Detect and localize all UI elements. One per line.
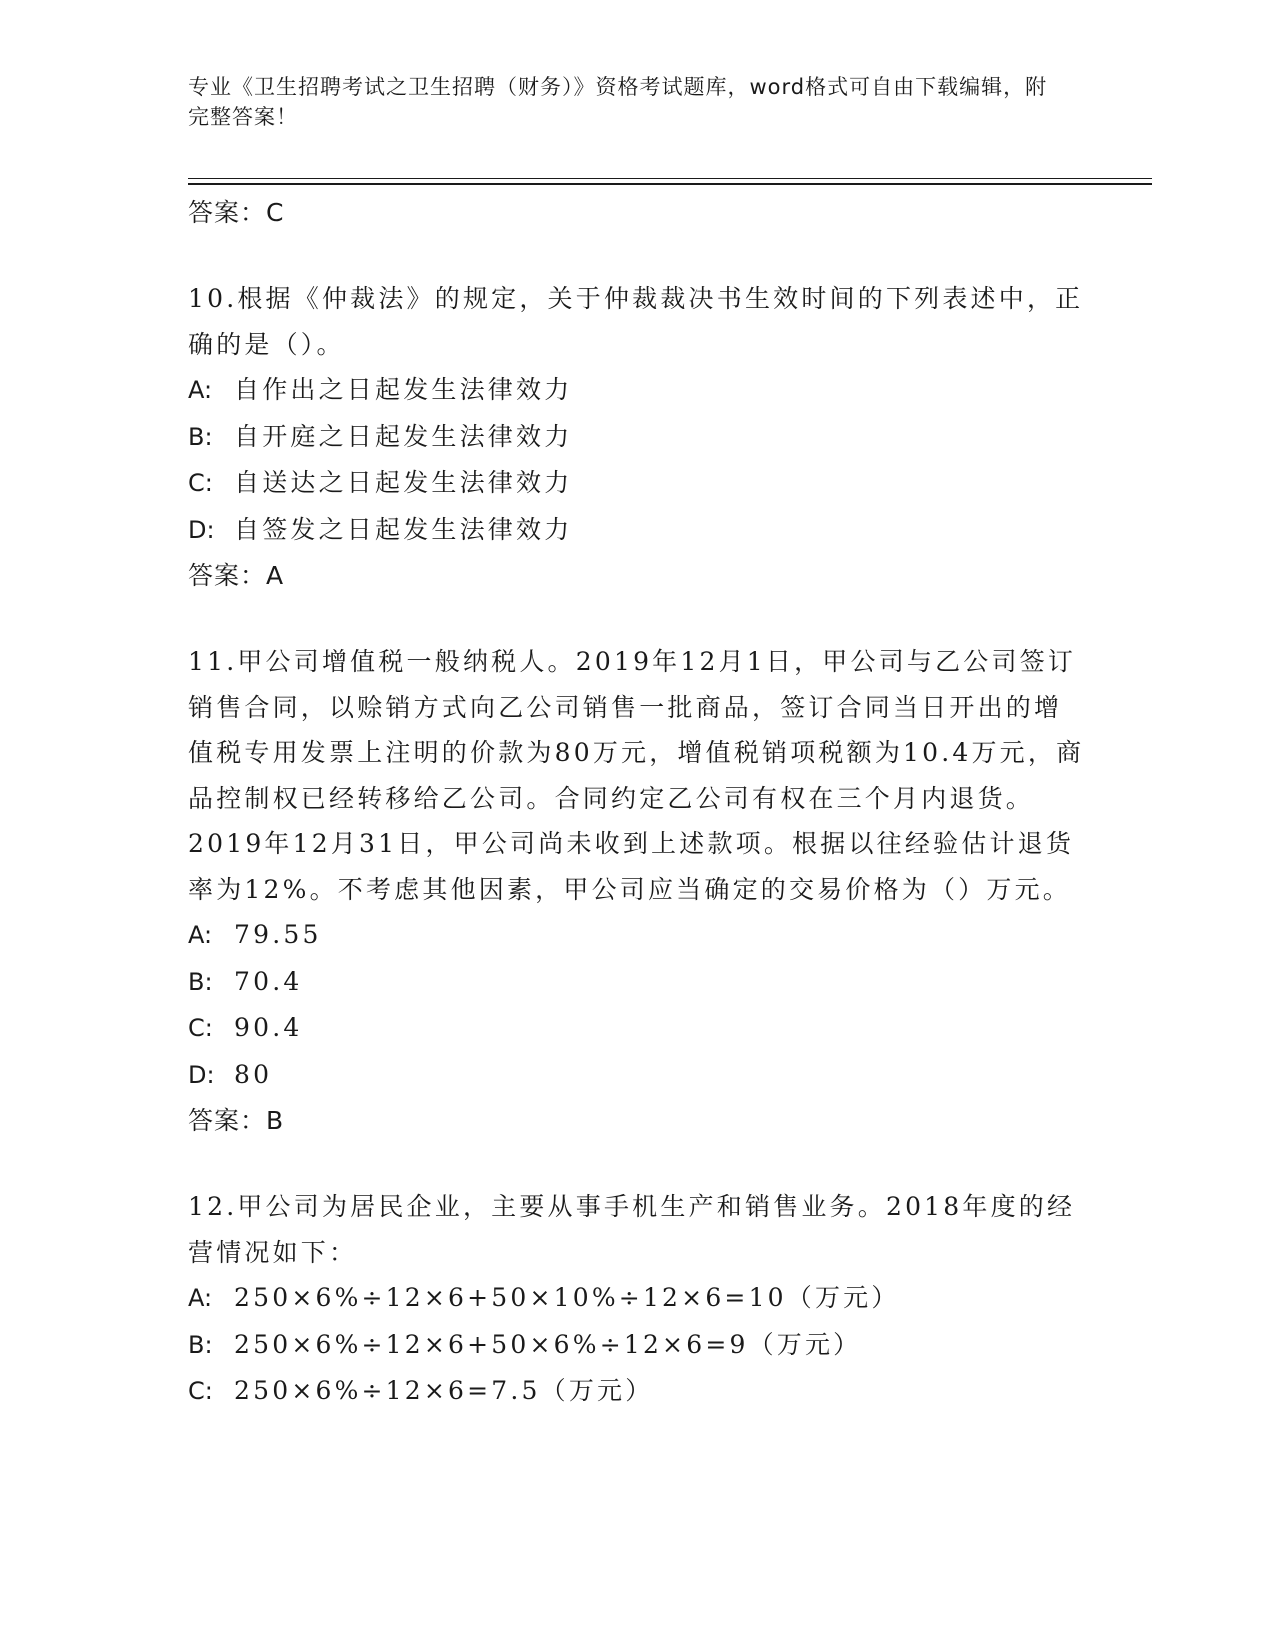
answer-label: 答案：B (188, 1106, 285, 1135)
option-letter: A: (188, 1284, 213, 1312)
option-text: 70.4 (234, 966, 303, 996)
header-rule-thick (188, 183, 1152, 185)
option-letter: B: (188, 422, 213, 451)
option-text: 80 (234, 1059, 273, 1089)
option-letter: B: (188, 1330, 213, 1359)
question-stem: 12.甲公司为居民企业，主要从事手机生产和销售业务。2018年度的经营情况如下： (188, 1192, 1076, 1267)
option-letter: C: (188, 1014, 213, 1042)
question-stem: 11.甲公司增值税一般纳税人。2019年12月1日，甲公司与乙公司签订销售合同，以赊销方式向乙公司销售一批商品，签订合同当日开出的增值税专用发票上注明的价款为80万元，增值税销项税额为10.4万元，商品控制权已经转移给乙公司。合同约定乙公司有权在三个月内退货。2019年12月31日，甲公司尚未收到上述款项。根据以往经验估计退货率为12%。不考虑其他因素，甲公司应当确定的交易价格为（）万元。 (188, 647, 1085, 904)
option-c (188, 1005, 1088, 1052)
option-text: 自签发之日起发生法律效力 (234, 514, 573, 544)
option-text: 250×6%÷12×6+50×10%÷12×6=10（万元） (234, 1283, 900, 1312)
option-text: 自送达之日起发生法律效力 (234, 468, 573, 497)
option-d (188, 507, 1088, 554)
option-b (188, 414, 1088, 461)
option-b (188, 959, 1088, 1006)
answer-label: 答案：A (188, 561, 285, 590)
option-a (188, 912, 1088, 959)
option-c (188, 460, 1088, 507)
option-text: 250×6%÷12×6=7.5（万元） (234, 1376, 654, 1405)
option-letter: C: (188, 1377, 213, 1405)
option-text: 79.55 (234, 920, 322, 949)
question-stem: 10.根据《仲裁法》的规定，关于仲裁裁决书生效时间的下列表述中，正确的是（）。 (188, 284, 1084, 359)
option-b (188, 1322, 1088, 1369)
option-letter: C: (188, 469, 213, 497)
answer-label: 答案：C (188, 198, 285, 227)
option-letter: B: (188, 967, 213, 996)
document-body (188, 190, 1088, 1415)
option-letter: A: (188, 376, 213, 404)
option-letter: D: (188, 1060, 215, 1089)
option-letter: A: (188, 921, 213, 949)
option-c (188, 1368, 1088, 1415)
option-letter: D: (188, 515, 215, 544)
header-rule (188, 178, 1152, 179)
option-text: 自开庭之日起发生法律效力 (234, 421, 573, 451)
option-text: 250×6%÷12×6+50×6%÷12×6=9（万元） (234, 1329, 862, 1359)
option-text: 90.4 (234, 1013, 303, 1042)
header-note: 专业《卫生招聘考试之卫生招聘（财务）》资格考试题库，word格式可自由下载编辑，附完整答案！ (188, 75, 1048, 129)
option-text: 自作出之日起发生法律效力 (234, 375, 573, 404)
option-a (188, 1275, 1088, 1322)
option-a (188, 367, 1088, 414)
option-d (188, 1052, 1088, 1099)
